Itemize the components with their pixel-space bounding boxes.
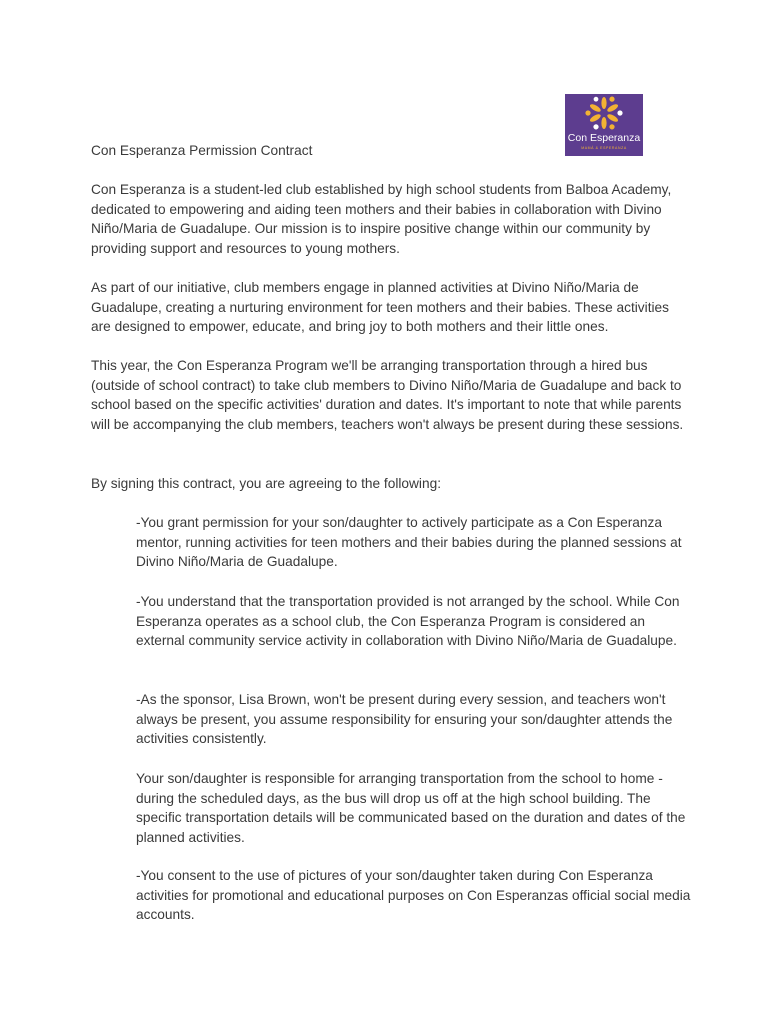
document-title: Con Esperanza Permission Contract: [91, 143, 313, 158]
logo-tagline: MAMÁ & ESPERANZA: [581, 146, 627, 150]
con-esperanza-logo: [565, 94, 643, 156]
agreement-item-responsibility: -As the sponsor, Lisa Brown, won't be present during every session, and teachers won't always be present, you assume responsibility for ensuring your son/daughter attends the activities consistently.: [136, 692, 673, 747]
agreement-item-photo-consent: -You consent to the use of pictures of your son/daughter taken during Con Esperanza activities for promotional and educational purposes on Con Esperanzas official social media accounts.: [136, 868, 691, 923]
intro-paragraph: Con Esperanza is a student-led club established by high school students from Balboa Academy, dedicated to empowering and aiding teen mothers and their babies in collaboration with Divino Niño/Maria de Guadalupe. Our mission is to inspire positive change within our community by providing support and resources to young mothers.: [91, 182, 672, 256]
agreement-item-home-transport: Your son/daughter is responsible for arranging transportation from the school to home -during the scheduled days, as the bus will drop us off at the high school building. The specific transportation details will be communicated based on the duration and dates of the planned activities.: [136, 771, 686, 845]
agreement-item-permission: -You grant permission for your son/daughter to actively participate as a Con Esperanza mentor, running activities for teen mothers and their babies during the planned sessions at Divino Niño/Maria de Guadalupe.: [136, 515, 682, 570]
agreement-item-transportation: -You understand that the transportation provided is not arranged by the school. While Con Esperanza operates as a school club, the Con Esperanza Program is considered an external community service activity in collaboration with Divino Niño/Maria de Guadalupe.: [136, 594, 680, 649]
initiative-paragraph: As part of our initiative, club members engage in planned activities at Divino Niño/Maria de Guadalupe, creating a nurturing environment for teen mothers and their babies. These activities are designed to empower, educate, and bring joy to both mothers and their little ones.: [91, 280, 669, 335]
transportation-paragraph: This year, the Con Esperanza Program we'll be arranging transportation through a hired bus (outside of school contract) to take club members to Divino Niño/Maria de Guadalupe and back to school based on the specific activities' duration and dates. It's important to note that while parents will be accompanying the club members, teachers won't always be present during these sessions.: [91, 358, 684, 432]
agreement-intro: By signing this contract, you are agreeing to the following:: [91, 476, 441, 491]
logo-brand-text: Con Esperanza: [567, 132, 641, 144]
